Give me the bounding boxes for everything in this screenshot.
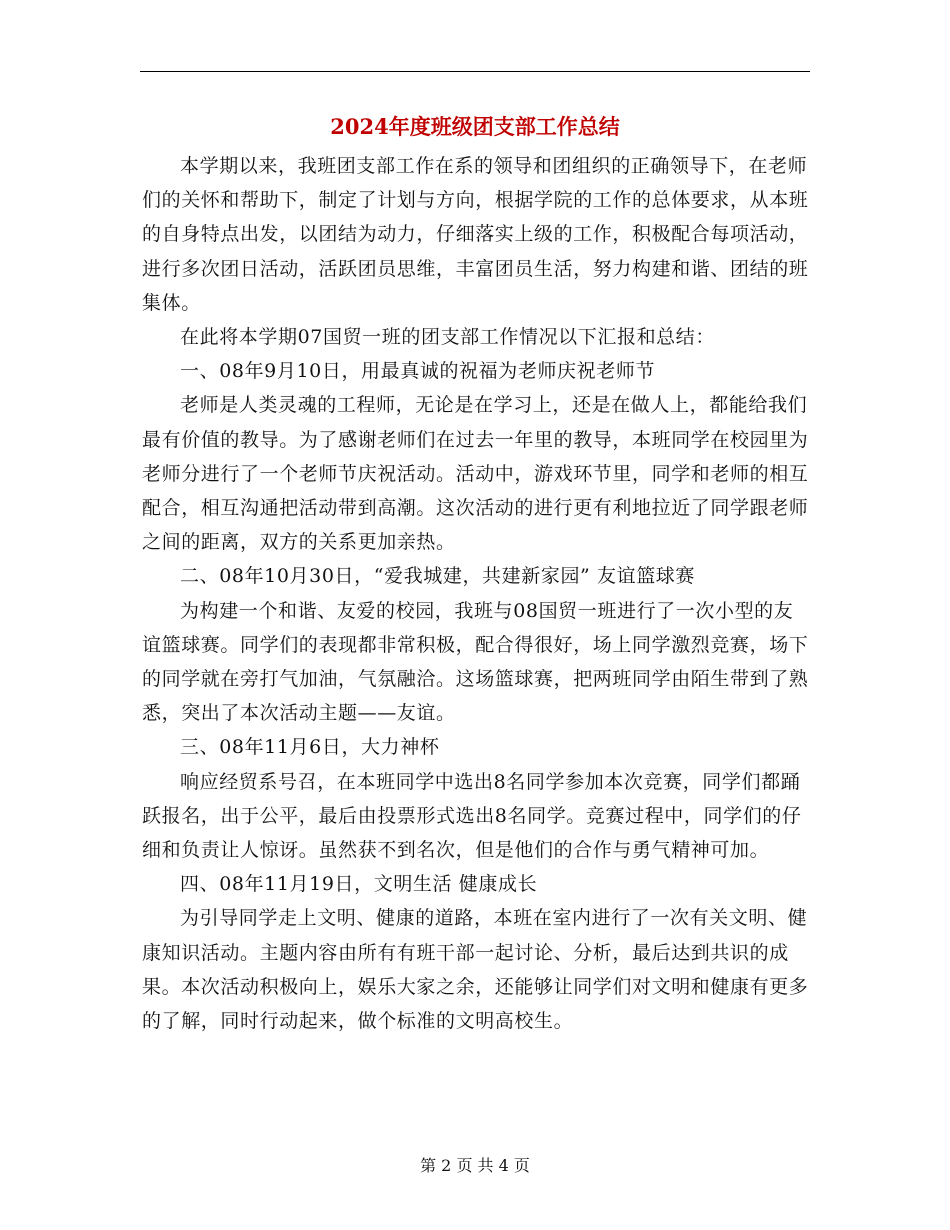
document-body [142,149,812,1038]
section-heading-3: 三、08年11月6日，大力神杯 [180,736,440,759]
paragraph-intro: 本学期以来，我班团支部工作在系的领导和团组织的正确领导下，在老师们的关怀和帮助下，制定了计划与方向，根据学院的工作的总体要求，从本班的自身特点出发，以团结为动力，仔细落实上级的工作，积极配合每项活动，进行多次团日活动，活跃团员思维，丰富团员生活，努力构建和谐、团结的班集体。 [142,155,809,314]
paragraph-summary-lead: 在此将本学期07国贸一班的团支部工作情况以下汇报和总结： [180,326,715,349]
section-body-3: 响应经贸系号召，在本班同学中选出8名同学参加本次竞赛，同学们都踊跃报名，出于公平，最后由投票形式选出8名同学。竞赛过程中，同学们的仔细和负责让人惊讶。虽然获不到名次，但是他们的合作与勇气精神可加。 [142,770,802,862]
section-body-1: 老师是人类灵魂的工程师，无论是在学习上，还是在做人上，都能给我们最有价值的教导。为了感谢老师们在过去一年里的教导，本班同学在校园里为老师分进行了一个老师节庆祝活动。活动中，游戏环节里，同学和老师的相互配合，相互沟通把活动带到高潮。这次活动的进行更有利地拉近了同学跟老师之间的距离，双方的关系更加亲热。 [142,394,809,554]
section-heading-2: 二、08年10月30日，“爱我城建，共建新家园” 友谊篮球赛 [180,565,695,588]
section-heading-1: 一、08年9月10日，用最真诚的祝福为老师庆祝老师节 [180,360,656,383]
document-title: 2024年度班级团支部工作总结 [330,114,620,139]
page-footer: 第 2 页 共 4 页 [420,1156,530,1175]
header-rule [140,71,810,72]
section-body-4: 为引导同学走上文明、健康的道路，本班在室内进行了一次有关文明、健康知识活动。主题内容由所有有班干部一起讨论、分析，最后达到共识的成果。本次活动积极向上，娱乐大家之余，还能够让同学们对文明和健康有更多的了解，同时行动起来，做个标准的文明高校生。 [142,907,809,1033]
section-body-2: 为构建一个和谐、友爱的校园，我班与08国贸一班进行了一次小型的友谊篮球赛。同学们的表现都非常积极，配合得很好，场上同学激烈竞赛，场下的同学就在旁打气加油，气氛融洽。这场篮球赛，把两班同学由陌生带到了熟悉，突出了本次活动主题——友谊。 [142,599,809,725]
section-heading-4: 四、08年11月19日，文明生活 健康成长 [180,873,538,896]
